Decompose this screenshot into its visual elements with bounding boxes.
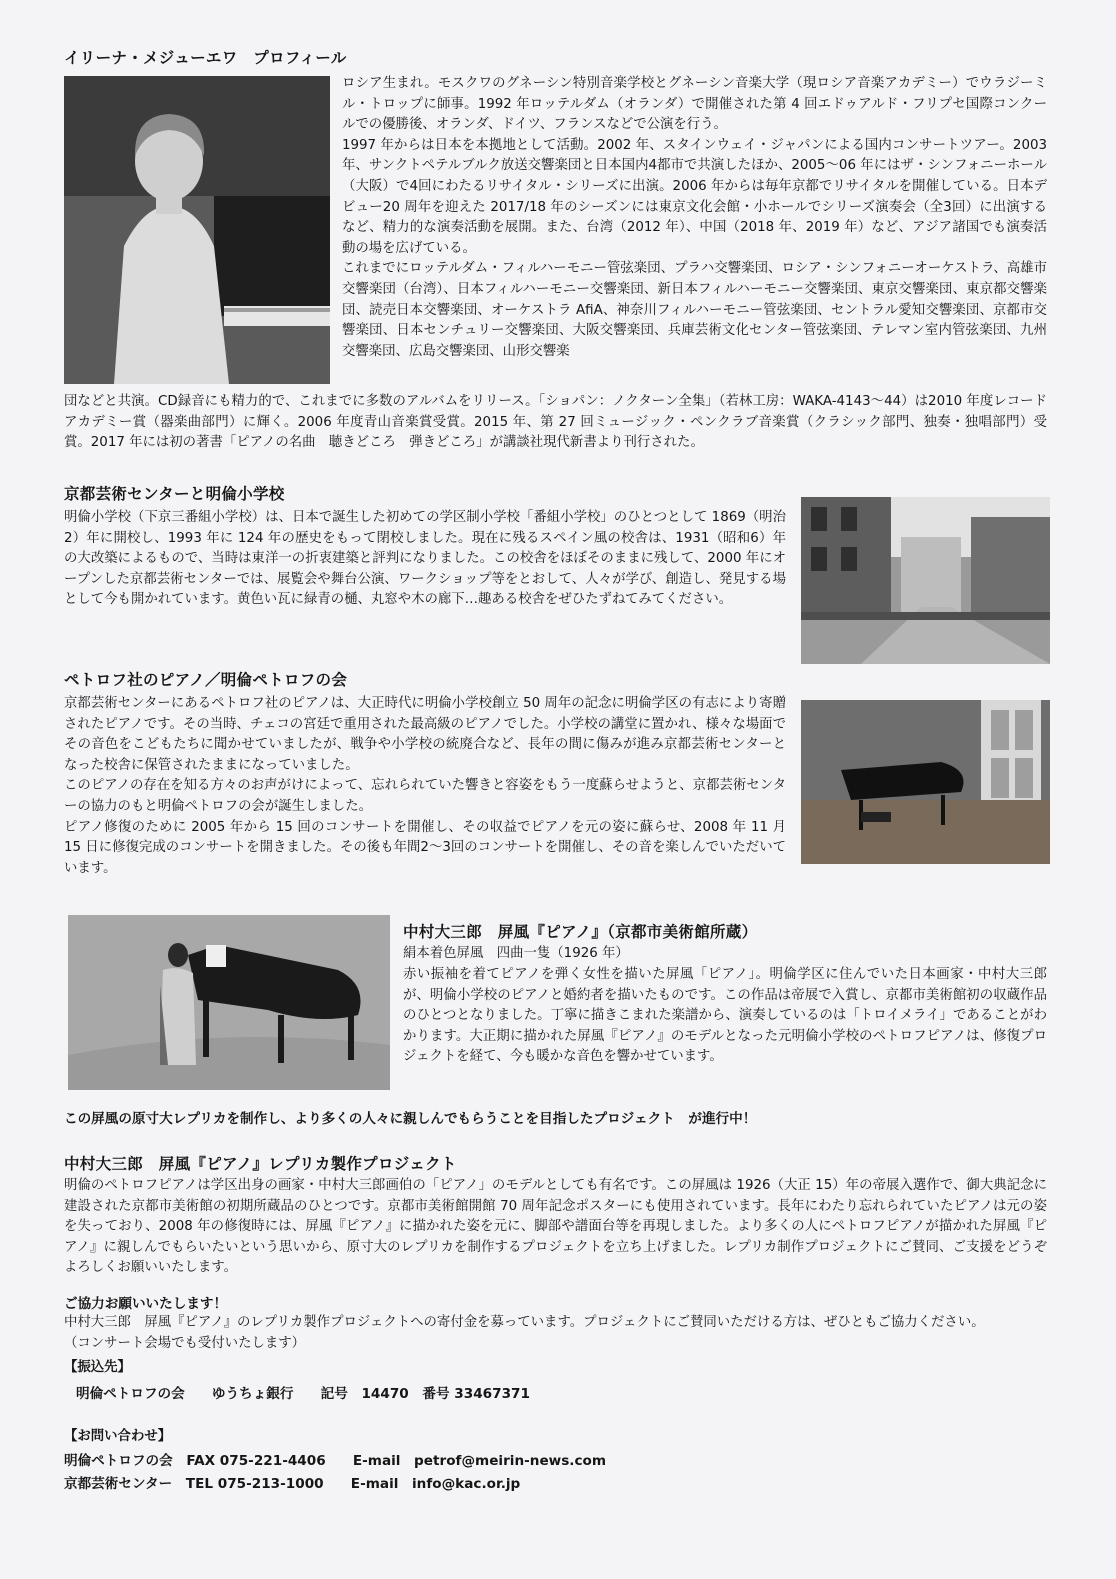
petrof-paragraph: このピアノの存在を知る方々のお声がけによって、忘れられていた響きと容姿をもう一度蘇らせようと、京都芸術センターの協力のもと明倫ペトロフの会が誕生しました。 <box>64 778 786 814</box>
school-building-photo <box>801 497 1050 664</box>
contact-line-kac: 京都芸術センター TEL 075-213-1000 E-mail info@kac.or.jp <box>64 1476 521 1492</box>
profile-full-text <box>64 392 1047 454</box>
pianist-portrait-image <box>64 76 330 384</box>
cooperation-title: ご協力お願いいたします！ <box>64 1296 228 1312</box>
petrof-piano-image <box>801 700 1050 864</box>
contact-label: 【お問い合わせ】 <box>64 1429 172 1444</box>
screen-subtitle-text: 絹本着色屏風 四曲一隻（1926 年） <box>403 946 629 961</box>
screen-painting-photo <box>68 915 390 1090</box>
replica-title: 中村大三郎 屏風『ピアノ』レプリカ製作プロジェクト <box>64 1155 457 1173</box>
profile-paragraph: ロシア生まれ。モスクワのグネーシン特別音楽学校とグネーシン音楽大学（現ロシア音楽アカデミー）でウラジーミル・トロップに師事。1992 年ロッテルダム（オランダ）で開催された第 4 回エドゥアルド・フリプセ国際コンクールでの優勝後、オランダ、ドイツ、フランスなどで公演を行う。 <box>342 76 1047 133</box>
school-title: 京都芸術センターと明倫小学校 <box>64 485 285 503</box>
pianist-portrait-photo <box>64 76 330 384</box>
replica-text <box>64 1176 1047 1279</box>
screen-title: 中村大三郎 屏風『ピアノ』（京都市美術館所蔵） <box>403 923 758 941</box>
transfer-label: 【振込先】 <box>64 1360 131 1375</box>
school-building-image <box>801 497 1050 664</box>
petrof-piano-photo <box>801 700 1050 864</box>
screen-subtitle <box>403 944 1047 965</box>
petrof-title: ペトロフ社のピアノ／明倫ペトロフの会 <box>64 671 348 689</box>
screen-painting-image <box>68 915 390 1090</box>
replica-paragraph: 明倫のペトロフピアノは学区出身の画家・中村大三郎画伯の「ピアノ」のモデルとしても有名です。この屏風は 1926（大正 15）年の帝展入選作で、御大典記念に建設された京都市美術館の初期所蔵品のひとつです。京都市美術館開館 70 周年記念ポスターにも使用されています。長年にわたり忘れられていたピアノは元の姿を失っており、2008 年の修復時には、屏風『ピアノ』に描かれた姿を元に、脚部や譜面台等を再現しました。より多くの人にペトロフピアノが描かれた屏風『ピアノ』に親しんでもらいたいという思いから、原寸大のレプリカを制作するプロジェクトを立ち上げました。レプリカ制作プロジェクトにご賛同、ご支援をどうぞよろしくお願いいたします。 <box>64 1178 1047 1276</box>
project-banner: この屏風の原寸大レプリカを制作し、より多くの人々に親しんでもらうことを目指したプロジェクト が進行中！ <box>64 1111 757 1127</box>
profile-paragraph: これまでにロッテルダム・フィルハーモニー管弦楽団、プラハ交響楽団、ロシア・シンフォニーオーケストラ、高雄市交響楽団（台湾）、日本フィルハーモニー交響楽団、新日本フィルハーモニー交響楽団、東京交響楽団、東京都交響楽団、読売日本交響楽団、オーケストラ AfiA、神奈川フィルハーモニー管弦楽団、セントラル愛知交響楽団、京都市交響楽団、日本センチュリー交響楽団、大阪交響楽団、兵庫芸術文化センター管弦楽団、テレマン室内管弦楽団、九州交響楽団、広島交響楽団、山形交響楽 <box>342 261 1047 359</box>
petrof-paragraph: ピアノ修復のために 2005 年から 15 回のコンサートを開催し、その収益でピアノを元の姿に蘇らせ、2008 年 11 月 15 日に修復完成のコンサートを開きました。その後も年間2～3回のコンサートを開催し、その音を楽しんでいただいています。 <box>64 819 786 876</box>
transfer-info: 明倫ペトロフの会 ゆうちょ銀行 記号 14470 番号 33467371 <box>76 1386 530 1402</box>
school-paragraph: 明倫小学校（下京三番組小学校）は、日本で誕生した初めての学区制小学校「番組小学校」のひとつとして 1869（明治 2）年に開校し、1993 年に 124 年の歴史をもって閉校しました。現在に残るスペイン風の校舎は、1931（昭和6）年の大改築によるもので、当時は東洋一の折衷建築と評判になりました。この校舎をほぼそのままに残して、2000 年にオープンした京都芸術センターでは、展覧会や舞台公演、ワークショップ等をとおして、人々が学び、創造し、発見する場として今も開かれています。黄色い瓦に緑青の樋、丸窓や木の廊下…趣ある校舎をぜひたずねてみてください。 <box>64 510 786 608</box>
profile-side-text <box>342 74 1047 362</box>
contact-line-petrof: 明倫ペトロフの会 FAX 075-221-4406 E-mail petrof@meirin-news.com <box>64 1453 607 1469</box>
petrof-paragraph: 京都芸術センターにあるペトロフ社のピアノは、大正時代に明倫小学校創立 50 周年の記念に明倫学区の有志により寄贈されたピアノです。その当時、チェコの宮廷で重用された最高級のピアノでした。小学校の講堂に置かれ、様々な場面でその音色をこどもたちに聞かせていましたが、戦争や小学校の統廃合など、長年の間に傷みが進み京都芸術センターとなった校舎に保管されたままになっていました。 <box>64 696 786 773</box>
screen-paragraph: 赤い振袖を着てピアノを弾く女性を描いた屏風「ピアノ」。明倫学区に住んでいた日本画家・中村大三郎が、明倫小学校のピアノと婚約者を描いたものです。この作品は帝展で入賞し、京都市美術館初の収蔵作品のひとつとなりました。丁寧に描きこまれた楽譜から、演奏しているのは「トロイメライ」であることがわかります。大正期に描かれた屏風『ピアノ』のモデルとなった元明倫小学校のペトロフピアノは、修復プロジェクトを経て、今も暖かな音色を響かせています。 <box>403 967 1047 1065</box>
cooperation-paragraph: 中村大三郎 屏風『ピアノ』のレプリカ製作プロジェクトへの寄付金を募っています。プロジェクトにご賛同いただける方は、ぜひともご協力ください。 <box>64 1315 985 1330</box>
profile-paragraph: 1997 年からは日本を本拠地として活動。2002 年、スタインウェイ・ジャパンによる国内コンサートツアー。2003 年、サンクトペテルブルク放送交響楽団と日本国内4都市で共演したほか、2005～06 年にはザ・シンフォニーホール（大阪）で4回にわたるリサイタル・シリーズに出演。2006 年からは毎年京都でリサイタルを開催している。日本デビュー20 周年を迎えた 2017/18 年のシーズンには東京文化会館・小ホールでシリーズ演奏会（全3回）に出演するなど、精力的な演奏活動を展開。また、台湾（2012 年）、中国（2018 年、2019 年）など、アジア諸国でも演奏活動の場を広げている。 <box>342 137 1047 256</box>
cooperation-text <box>64 1313 1047 1354</box>
profile-paragraph: 団などと共演。CD録音にも精力的で、これまでに多数のアルバムをリリース。「ショパン：ノクターン全集」（若林工房：WAKA-4143～44）は2010 年度レコードアカデミー賞（器楽曲部門）に輝く。2006 年度青山音楽賞受賞。2015 年、第 27 回ミュージック・ペンクラブ音楽賞（クラシック部門、独奏・独唱部門）受賞。2017 年には初の著書「ピアノの名曲 聴きどころ 弾きどころ」が講談社現代新書より刊行された。 <box>64 394 1047 451</box>
petrof-text <box>64 694 786 879</box>
profile-title: イリーナ・メジューエワ プロフィール <box>64 49 347 67</box>
cooperation-note: （コンサート会場でも受付いたします） <box>64 1335 306 1351</box>
screen-text <box>403 965 1047 1068</box>
school-text <box>64 508 786 611</box>
